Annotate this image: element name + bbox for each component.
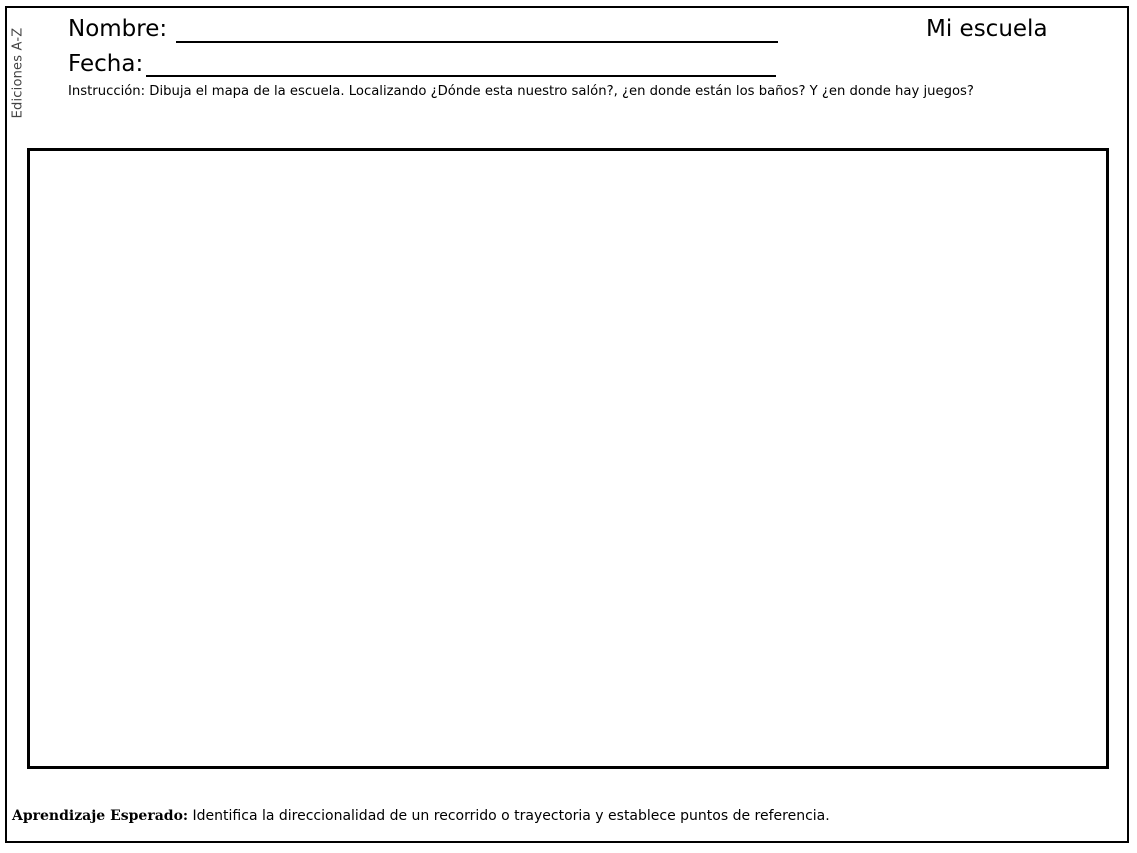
name-line[interactable] [176,41,778,43]
instruction-text: Instrucción: Dibuja el mapa de la escuela. Localizando ¿Dónde esta nuestro salón?, ¿en donde están los baños? Y ¿en donde hay juegos? [68,84,974,99]
expected-learning-text: Identifica la direccionalidad de un recorrido o trayectoria y establece puntos de referencia. [188,808,830,824]
publisher-text: Ediciones A-Z [10,27,26,119]
date-line[interactable] [146,75,776,77]
expected-learning-label: Aprendizaje Esperado: [12,808,189,824]
publisher-side-label [4,14,32,132]
page-title: Mi escuela [926,16,1048,42]
name-label: Nombre: [68,16,168,42]
expected-learning [12,808,830,824]
date-label: Fecha: [68,51,144,77]
drawing-area[interactable] [27,148,1109,769]
